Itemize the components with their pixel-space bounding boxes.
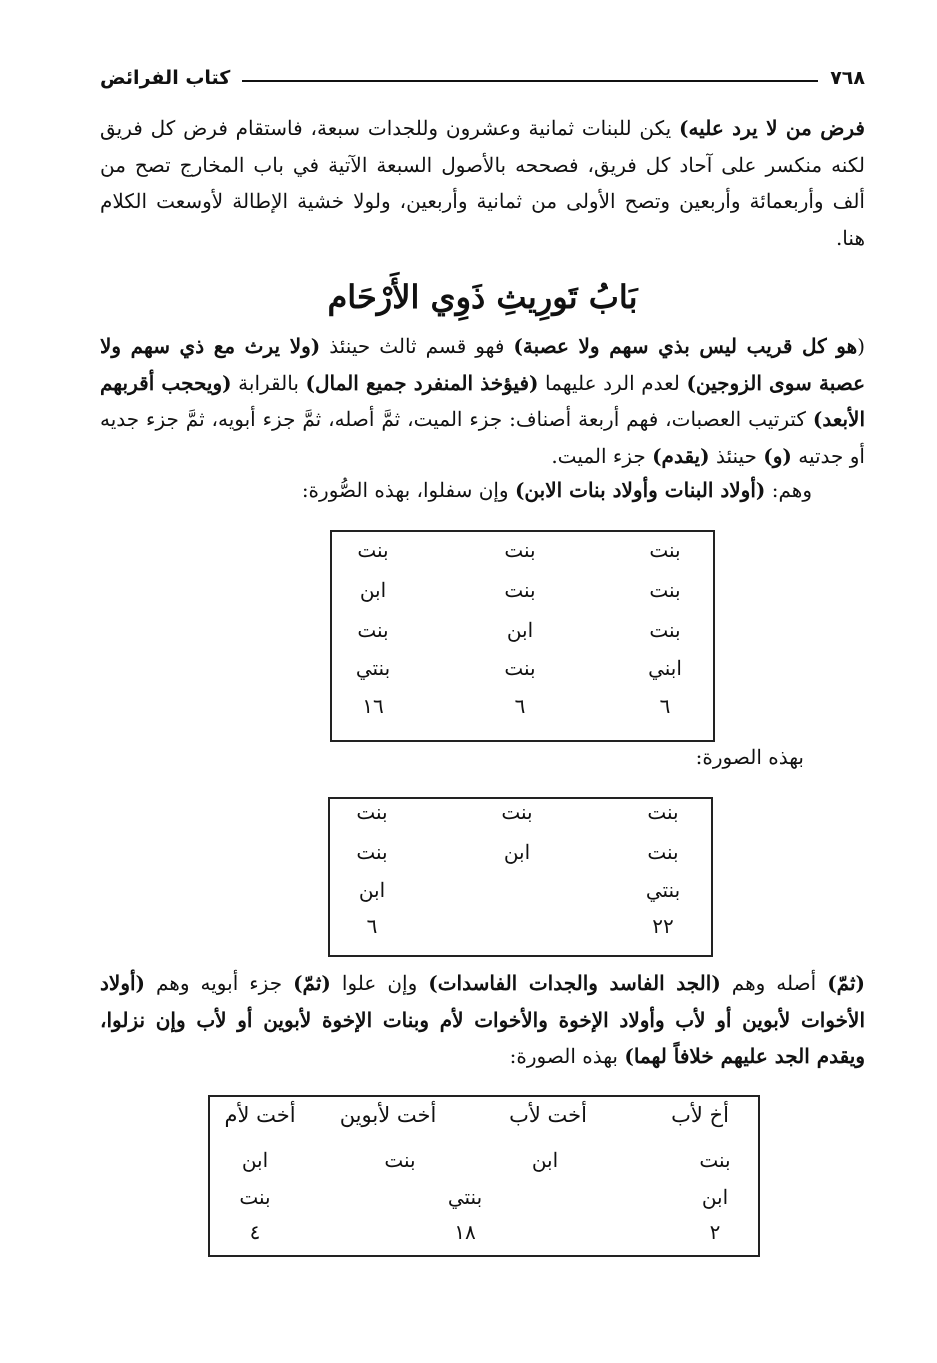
table1-cell: ٦ — [659, 694, 671, 718]
table2-cell: بنت — [356, 800, 388, 824]
table2-cell: ٢٢ — [652, 914, 674, 938]
table1-intro-text-2: وإن سفلوا، بهذه الصُّورة: — [301, 478, 515, 502]
table1-cell: بنت — [649, 618, 681, 642]
table1-cell: ٦ — [514, 694, 526, 718]
table3-cell: ٢ — [709, 1220, 721, 1244]
definition-bold-5: (و) — [763, 443, 792, 468]
table2-cell: بنت — [356, 840, 388, 864]
table1-intro — [302, 478, 812, 502]
definition-bold-3: (فيؤخذ المنفرد جميع المال) — [305, 370, 539, 395]
origins-paragraph — [100, 965, 865, 1075]
table2-cell: ابن — [503, 840, 531, 864]
definition-bold-2: (ولا يرث مع ذي سهم ولا عصبة سوى الزوجين) — [100, 334, 866, 395]
table3-cell: ١٨ — [454, 1220, 476, 1244]
table1-cell: ابن — [506, 618, 534, 642]
definition-bold-1: هو كل قريب ليس بذي سهم ولا عصبة) — [513, 334, 858, 358]
definition-text-5: كترتيب العصبات، فهم أربعة أصناف: جزء الميت، ثمَّ أصله، ثمَّ جزء أبويه، ثمَّ جزء جديه أو جدتيه — [100, 407, 865, 468]
table2-cell: بنت — [647, 840, 679, 864]
table2-cell: ٦ — [366, 914, 378, 938]
table1-cell: ابني — [648, 656, 682, 680]
table3-header: أخت لأبوين — [339, 1103, 437, 1127]
table1-cell: بنتي — [355, 656, 391, 680]
table3-cell: بنتي — [447, 1185, 483, 1209]
table3-header: أخت لأم — [224, 1103, 296, 1127]
table1-intro-bold: (أولاد البنات وأولاد بنات الابن) — [514, 478, 766, 502]
table1-cell: بنت — [504, 656, 536, 680]
origins-bold-1: (ثمّ) — [827, 971, 865, 995]
table1-intro-text-1: وهم: — [765, 478, 812, 502]
origins-bold-3: (ثمّ) — [293, 971, 331, 995]
table2-cell: بنت — [501, 800, 533, 824]
table1-cell: بنت — [504, 578, 536, 602]
definition-text-6: حينئذ — [709, 443, 764, 468]
table1-cell: ١٦ — [362, 694, 384, 718]
intro-text: يكن للبنات ثمانية وعشرون وللجدات سبعة، فاستقام فرض كل فريق لكنه منكسر على آحاد كل فريق، فصححه بالأصول السبعة الآتية في باب المخارج تصح من ألف وأربعمائة وأربعين وتصح الأولى من ثمانية وأربعين، ولولا خشية الإطالة لأوسعت الكلام هنا. — [100, 116, 865, 250]
table3-cell: ٤ — [249, 1220, 261, 1244]
table3-cell: ابن — [701, 1185, 729, 1209]
table3-header: أخت لأب — [509, 1103, 587, 1127]
origins-bold-4: (أولاد الأخوات لأبوين أو لأب وأولاد الإخوة والأخوات لأم وبنات الإخوة لأبوين أو لأب وإن نزلوا، ويقدم الجد عليهم خلافاً لهما) — [100, 971, 865, 1068]
origins-text-2: وإن علوا — [330, 971, 429, 995]
table1-cell: بنت — [357, 618, 389, 642]
table1-cell: بنت — [357, 538, 389, 562]
chapter-title: بَابُ تَورِيثِ ذَوِي الأَرْحَام — [327, 278, 638, 316]
table1-cell: بنت — [504, 538, 536, 562]
page-header — [100, 62, 865, 94]
table2-cell: بنت — [647, 800, 679, 824]
table1-cell: بنت — [649, 578, 681, 602]
table3-cell: ابن — [241, 1148, 269, 1172]
table2-cell: ابن — [358, 878, 386, 902]
table3-cell: بنت — [384, 1148, 416, 1172]
book-title: كتاب الفرائض — [100, 67, 231, 89]
definition-text-7: جزء الميت. — [551, 443, 653, 468]
table3-cell: ابن — [531, 1148, 559, 1172]
intro-paragraph — [100, 110, 865, 256]
origins-bold-2: (الجد الفاسد والجدات الفاسدات) — [428, 971, 721, 995]
origins-text-1: أصله وهم — [720, 971, 828, 995]
table1-cell: ابن — [359, 578, 387, 602]
table3-header: أخ لأب — [671, 1103, 729, 1127]
table3-cell: بنت — [239, 1185, 271, 1209]
definition-paragraph — [100, 328, 865, 474]
table3-cell: بنت — [699, 1148, 731, 1172]
definition-text-2: فهو قسم ثالث حينئذ — [320, 334, 514, 358]
definition-text-3: لعدم الرد عليهما — [538, 370, 687, 395]
header-rule — [242, 80, 818, 82]
page-number: ٧٦٨ — [830, 67, 865, 89]
table1-cell: بنت — [649, 538, 681, 562]
origins-text-3: جزء أبويه وهم — [145, 971, 294, 995]
definition-text-4: بالقرابة — [231, 370, 306, 395]
definition-text-1: ( — [857, 334, 865, 358]
table2-caption: بهذه الصورة: — [695, 745, 804, 769]
table2-cell: بنتي — [645, 878, 681, 902]
definition-bold-6: (يقدم) — [652, 443, 710, 468]
intro-bold: فرض من لا يرد عليه) — [678, 116, 865, 140]
origins-text-4: بهذه الصورة: — [509, 1044, 625, 1068]
definition-bold-4: (ويحجب أقربهم الأبعد) — [100, 370, 865, 431]
